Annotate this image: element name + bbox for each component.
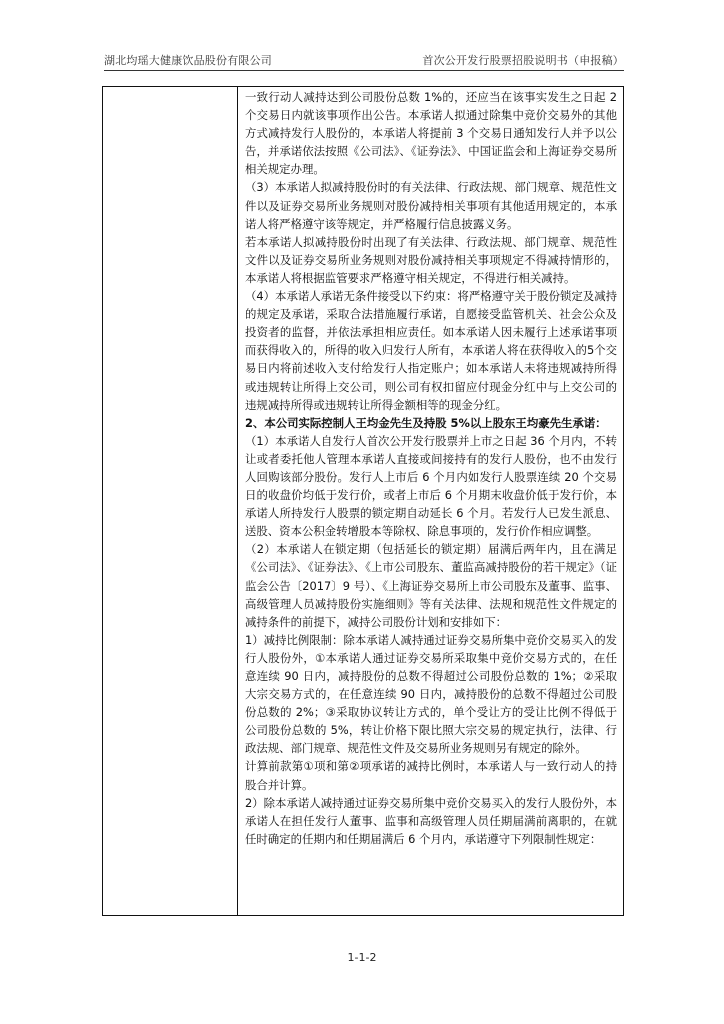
paragraph: （2）本承诺人在锁定期（包括延长的锁定期）届满后两年内，且在满足《公司法》、《证券法》、《上市公司股东、董监高减持股份的若干规定》（证监会公告〔2017〕9 号）、《上海证券交易所上市公司股东及董事、监事、高级管理人员减持股份实施细则》等有关法律、法规和规范性文件规定的减持条件的前提下，减持公司股份计划和安排如下： [245, 542, 617, 629]
header-company-name: 湖北均瑶大健康饮品股份有限公司 [104, 54, 272, 67]
paragraph: （4）本承诺人承诺无条件接受以下约束：将严格遵守关于股份锁定及减持的规定及承诺，采取合法措施履行承诺，自愿接受监管机关、社会公众及投资者的监督，并依法承担相应责任。如本承诺人因未履行上述承诺事项而获得收入的，所得的收入归发行人所有，本承诺人将在获得收入的5个交易日内将前述收入支付给发行人指定账户；如本承诺人未将违规减持所得或违规转让所得上交公司，则公司有权扣留应付现金分红中与上交公司的违规减持所得或违规转让所得金额相等的现金分红。 [245, 289, 617, 412]
section-heading: 2、本公司实际控制人王均金先生及持股 5%以上股东王均豪先生承诺： [245, 415, 607, 430]
header-document-title: 首次公开发行股票招股说明书（申报稿） [422, 54, 624, 67]
table-column-divider [237, 86, 238, 916]
paragraph: 若本承诺人拟减持股份时出现了有关法律、行政法规、部门规章、规范性文件以及证券交易所业务规则对股份减持相关事项规定不得减持情形的，本承诺人将根据监管要求严格遵守相关规定，不得进行相关减持。 [245, 234, 617, 285]
paragraph: 计算前款第①项和第②项承诺的减持比例时，本承诺人与一致行动人的持股合并计算。 [245, 759, 617, 792]
header-rule [104, 70, 624, 71]
paragraph: 1）减持比例限制：除本承诺人减持通过证券交易所集中竞价交易买入的发行人股份外，①本承诺人通过证券交易所采取集中竞价交易方式的，在任意连续 90 日内，减持股份的总数不得超过公司股份总数的 1%；②采取大宗交易方式的，在任意连续 90 日内，减持股份的总数不得超过公司股份总数的 2%；③采取协议转让方式的，单个受让方的受让比例不得低于公司股份总数的 5%，转让价格下限比照大宗交易的规定执行，法律、行政法规、部门规章、规范性文件及交易所业务规则另有规定的除外。 [245, 632, 617, 756]
paragraph: 2）除本承诺人减持通过证券交易所集中竞价交易买入的发行人股份外，本承诺人在担任发行人董事、监事和高级管理人员任期届满前离职的，在就任时确定的任期内和任期届满后 6 个月内，承诺遵守下列限制性规定： [245, 795, 617, 846]
paragraph: （1）本承诺人自发行人首次公开发行股票并上市之日起 36 个月内，不转让或者委托他人管理本承诺人直接或间接持有的发行人股份，也不由发行人回购该部分股份。发行人上市后 6 个月内如发行人股票连续 20 个交易日的收盘价均低于发行价，或者上市后 6 个月期末收盘价低于发行价，本承诺人所持发行人股票的锁定期自动延长 6 个月。若发行人已发生派息、送股、资本公积金转增股本等除权、除息事项的，发行价作相应调整。 [245, 433, 617, 539]
page-number: 1-1-2 [347, 951, 377, 964]
commitment-content [245, 88, 617, 848]
paragraph: 一致行动人减持达到公司股份总数 1%的，还应当在该事实发生之日起 2 个交易日内就该事项作出公告。本承诺人拟通过除集中竞价交易外的其他方式减持发行人股份的，本承诺人将提前 3 个交易日通知发行人并予以公告，并承诺依法按照《公司法》、《证券法》、中国证监会和上海证券交易所相关规定办理。 [245, 90, 617, 177]
paragraph: （3）本承诺人拟减持股份时的有关法律、行政法规、部门规章、规范性文件以及证券交易所业务规则对股份减持相关事项有其他适用规定的，本承诺人将严格遵守该等规定，并严格履行信息披露义务。 [245, 180, 617, 231]
